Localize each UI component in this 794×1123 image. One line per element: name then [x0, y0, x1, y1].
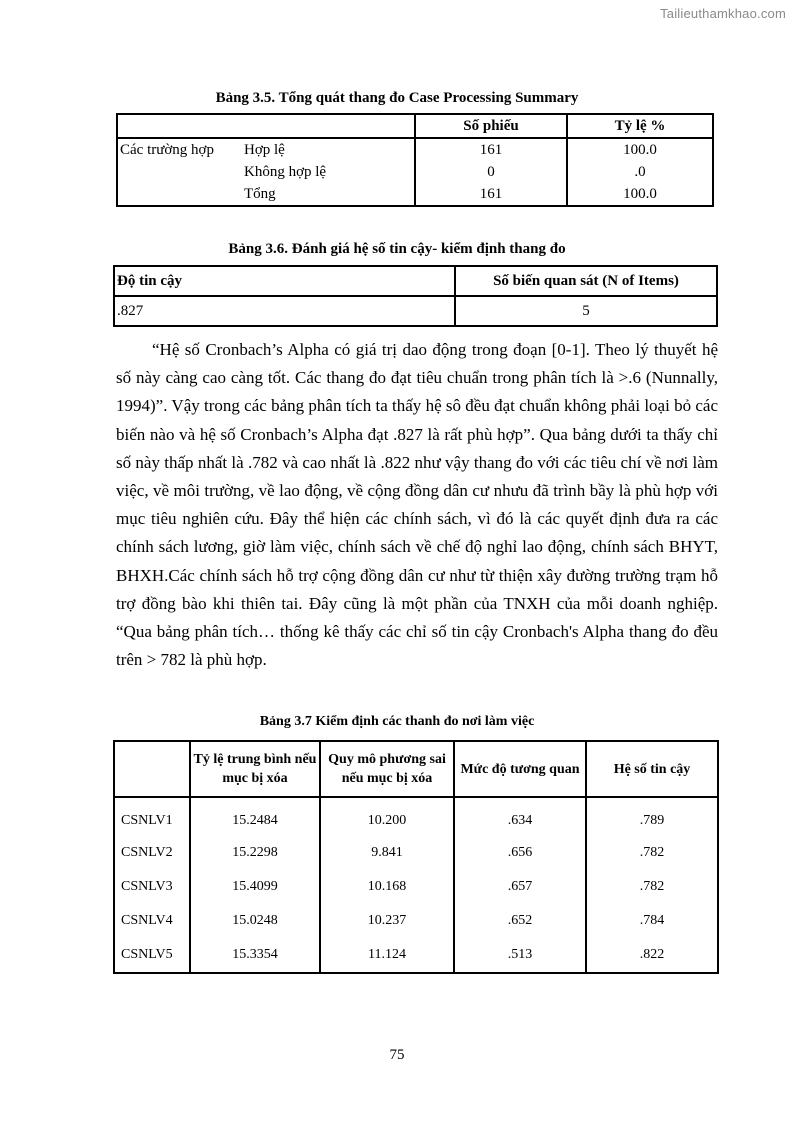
mean-value: 15.4099: [190, 870, 320, 904]
mean-value: 15.2484: [190, 797, 320, 836]
variance-value: 10.200: [320, 797, 454, 836]
alpha-value: .784: [586, 904, 718, 938]
mean-value: 15.2298: [190, 836, 320, 870]
table-3-5-caption: Bảng 3.5. Tổng quát thang đo Case Processing Summary: [215, 90, 579, 106]
mean-value: 15.3354: [190, 938, 320, 973]
paragraph-text: “Hệ số Cronbach’s Alpha có giá trị dao động trong đoạn [0-1]. Theo lý thuyết hệ số này càng cao càng tốt. Các thang đo đạt tiêu chuẩn trong phân tích là >.6 (Nunnally, 1994)”. Vậy trong các bảng phân tích ta thấy hệ sô đều đạt chuẩn không phải loại bỏ các biến nào và hệ số Cronbach’s Alpha đạt .827 là rất phù hợp”. Qua bảng dưới ta thấy chỉ số này thấp nhất là .782 và cao nhất là .822 như vậy thang đo với các tiêu chí về nơi làm việc, về môi trường, về lao động, về cộng đồng dân cư nhưu đã trình bầy là phù hợp với mục tiêu nghiên cứu. Đây thể hiện các chính sách, vì đó là các quyết định đưa ra các chính sách lương, giờ làm việc, chính sách về chế độ nghỉ lao động, chính sách BHYT, BHXH.Các chính sách hỗ trợ cộng đồng dân cư như từ thiện xây đường trường trạm hỗ trợ đồng bào khi thiên tai. Đây cũng là một phần của TNXH của mỗi doanh nghiệp. “Qua bảng phân tích… thống kê thấy các chỉ số tin cậy Cronbach's Alpha thang đo đều trên > 782 là phù hợp.: [116, 340, 718, 670]
variance-value: 10.168: [320, 870, 454, 904]
header-alpha: Hệ số tin cậy: [586, 741, 718, 797]
group-label: Các trường hợp: [120, 142, 214, 158]
header-items: Số biến quan sát (N of Items): [455, 266, 717, 296]
row-percent: .0: [567, 161, 713, 183]
header-variance-deleted: Quy mô phương sai nếu mục bị xóa: [320, 741, 454, 797]
variance-value: 9.841: [320, 836, 454, 870]
items-value: 5: [582, 303, 590, 319]
header-cell: [117, 114, 244, 138]
row-label: Hợp lệ: [244, 142, 285, 158]
header-count: Số phiếu: [415, 114, 567, 138]
item-code: CSNLV2: [121, 845, 173, 860]
reliability-value: .827: [114, 296, 455, 326]
correlation-value: .652: [454, 904, 586, 938]
header-cell: [114, 741, 190, 797]
item-code: CSNLV4: [121, 913, 173, 928]
table-3-7-caption: Bảng 3.7 Kiểm định các thanh đo nơi làm việc: [259, 714, 535, 729]
row-label: Tổng: [244, 186, 276, 202]
item-code: CSNLV3: [121, 879, 173, 894]
watermark: Tailieuthamkhao.com: [660, 6, 786, 21]
row-percent: 100.0: [567, 138, 713, 161]
body-paragraph: [116, 336, 718, 674]
header-cell: [244, 114, 415, 138]
correlation-value: .656: [454, 836, 586, 870]
alpha-value: .789: [586, 797, 718, 836]
mean-value: 15.0248: [190, 904, 320, 938]
header-correlation: Mức độ tương quan: [454, 741, 586, 797]
correlation-value: .657: [454, 870, 586, 904]
empty-cell: [117, 161, 244, 183]
correlation-value: .634: [454, 797, 586, 836]
header-reliability: Độ tin cậy: [114, 266, 455, 296]
item-code: CSNLV5: [121, 947, 173, 962]
variance-value: 11.124: [320, 938, 454, 973]
row-label: Không hợp lệ: [244, 164, 327, 180]
table-3-6-caption: Bảng 3.6. Đánh giá hệ số tin cậy- kiểm định thang đo: [228, 241, 566, 257]
workplace-scale-table: [113, 740, 719, 974]
row-percent: 100.0: [567, 183, 713, 206]
item-code: CSNLV1: [121, 813, 173, 828]
header-mean-deleted: Tỷ lệ trung bình nếu mục bị xóa: [190, 741, 320, 797]
header-percent: Tỷ lệ %: [567, 114, 713, 138]
row-count: 161: [415, 183, 567, 206]
alpha-value: .782: [586, 870, 718, 904]
row-count: 161: [415, 138, 567, 161]
correlation-value: .513: [454, 938, 586, 973]
row-count: 0: [415, 161, 567, 183]
variance-value: 10.237: [320, 904, 454, 938]
case-processing-table: [116, 113, 714, 207]
reliability-table: [113, 265, 718, 327]
empty-cell: [117, 183, 244, 206]
alpha-value: .822: [586, 938, 718, 973]
alpha-value: .782: [586, 836, 718, 870]
page-number: 75: [389, 1047, 405, 1063]
